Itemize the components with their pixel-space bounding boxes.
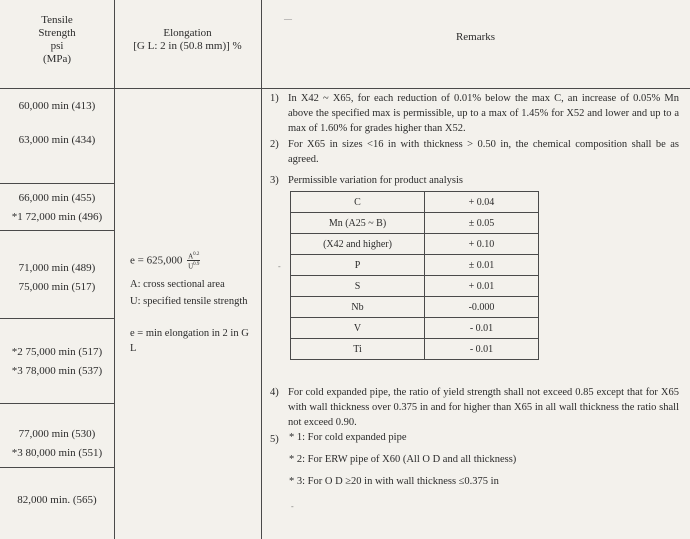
variation-cell: ± 0.01 [425,255,539,276]
header-tensile-strength: Tensile Strength psi (MPa) [38,14,76,65]
element-cell: P [291,255,425,276]
element-cell: Ti [291,339,425,360]
product-analysis-variation-table [290,191,539,360]
table-row [291,318,539,339]
tensile-value: 82,000 min. (565) [17,494,97,506]
tensile-value: *1 72,000 min (496) [11,211,103,223]
remark-4: 4) For cold expanded pipe, the ratio of yield strength shall not exceed 0.85 except that for X65 with wall thickness over 0.375 in and for higher than X65 in all wall thickness the ratio shall not exceed 0.90. [270,387,679,428]
header-remarks: Remarks [455,31,496,43]
table-row [291,255,539,276]
tensile-value: *3 80,000 min (551) [11,447,103,459]
header-elongation: Elongation [G L: 2 in (50.8 mm)] % [133,27,242,52]
element-cell: (X42 and higher) [291,234,425,255]
variation-cell: + 0.10 [425,234,539,255]
elongation-definition: e = min elongation in 2 in G L [130,328,249,354]
row-divider [0,403,114,404]
header-divider [0,88,690,89]
tensile-value: 66,000 min (455) [18,192,96,204]
elongation-definition: A: cross sectional area [130,279,225,290]
row-divider [0,183,114,184]
element-cell: Nb [291,297,425,318]
element-cell: S [291,276,425,297]
tensile-value: 71,000 min (489) [18,262,96,274]
tensile-value: 77,000 min (530) [18,428,96,440]
table-row [291,234,539,255]
tensile-value: *2 75,000 min (517) [11,346,103,358]
tensile-value: 60,000 min (413) [18,100,96,112]
table-row [291,339,539,360]
element-cell: V [291,318,425,339]
variation-cell: - 0.01 [425,339,539,360]
scan-speck: - [291,502,294,511]
footnote-1: * 1: For cold expanded pipe [289,432,407,443]
table-row [291,192,539,213]
table-row [291,213,539,234]
footnote-3: * 3: For O D ≥20 in with wall thickness ≤0.375 in [289,476,499,487]
table-row [291,297,539,318]
tensile-value: 75,000 min (517) [18,281,96,293]
scan-speck: - [278,262,281,271]
elongation-formula: e = 625,000 $\frac{A^{0.2}}{U^{0.9}}$ [130,252,200,271]
variation-cell: -0.000 [425,297,539,318]
footnote-2: * 2: For ERW pipe of X60 (All O D and all thickness) [289,454,517,465]
column-divider-1 [114,0,115,539]
variation-cell: - 0.01 [425,318,539,339]
row-divider [0,230,114,231]
variation-cell: + 0.04 [425,192,539,213]
spec-table-page: Tensile Strength psi (MPa) Elongation [G L: 2 in (50.8 mm)] % Remarks 60,000 min (413) 63,000 min (434) 66,000 min (455) *1 72,000 min (496) 71,000 min (489) 75,000 min (517) *2 75,000 min (517) *3 78,000 min (537) 77,000 min (530) *3 80,000 min (551) 82,000 min. (565) e = 625,000 $\frac{A^{0.2}}{U^{0.9}}$ A: cross sectional area U: specified tensile strength e = min elongation in 2 in G L 1) In X42 ~ X65, for each reduction of 0.01% below the max C, an increase of 0.05% Mn above the specified max is permissible, up to a max of 1.45% for X52 and lower and up to a max of 1.60% for grades higher than X52. 2) For X65 in sizes <16 in with thickness > 0.50 in, the chemical composition shall be as agreed. 3) Permissible variation for product analysis C + 0.04 Mn (A25 ~ B) ± 0.05 (X42 and higher) + 0.10 P ± 0.01 S + 0.01 Nb -0.000 V - 0.01 Ti - 0.01 4) For cold expanded pipe, the ratio of yield strength shall not exceed 0.85 except that for X65 with wall thickness over 0.375 in and for higher than X65 in all wall thickness the ratio shall not exceed 0.90. 5) * 1: For cold expanded pipe * 2: For ERW pipe of X60 (All O D and all thickness) * 3: For O D ≥20 in with wall thickness ≤0.375 in — - - [0,0,690,539]
column-divider-2 [261,0,262,539]
tensile-value: *3 78,000 min (537) [11,365,103,377]
tensile-value: 63,000 min (434) [18,134,96,146]
remark-3: 3) Permissible variation for product analysis [270,175,463,186]
remark-2: 2) For X65 in sizes <16 in with thickness > 0.50 in, the chemical composition shall be as agreed. [270,139,679,165]
scan-speck: — [284,14,292,23]
row-divider [0,467,114,468]
variation-cell: ± 0.05 [425,213,539,234]
variation-cell: + 0.01 [425,276,539,297]
element-cell: C [291,192,425,213]
table-row [291,276,539,297]
row-divider [0,318,114,319]
element-cell: Mn (A25 ~ B) [291,213,425,234]
remark-1: 1) In X42 ~ X65, for each reduction of 0.01% below the max C, an increase of 0.05% Mn above the specified max is permissible, up to a max of 1.45% for X52 and lower and up to a max of 1.60% for grades higher than X52. [270,93,679,134]
elongation-definition: U: specified tensile strength [130,296,248,307]
